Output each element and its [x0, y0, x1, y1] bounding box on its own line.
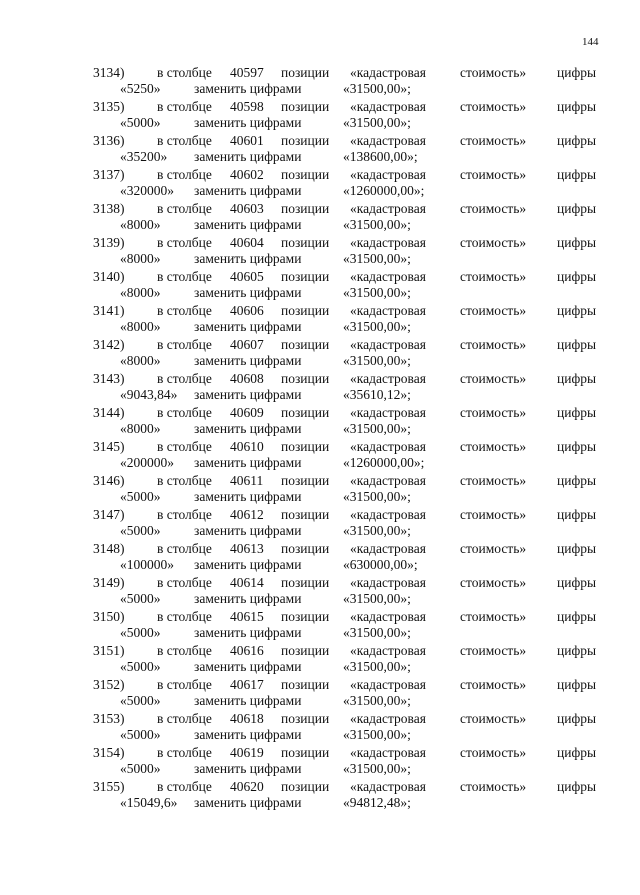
new-value: «31500,00»;: [343, 591, 411, 606]
entry-line-1: [0, 676, 640, 693]
new-value: «31500,00»;: [343, 217, 411, 232]
position-label: позиции: [281, 507, 330, 522]
amendment-entry: [0, 506, 640, 540]
cadastral-label: «кадастровая: [350, 303, 426, 318]
entry-line-1: [0, 64, 640, 81]
entry-number: 3140): [93, 269, 125, 284]
new-value: «31500,00»;: [343, 523, 411, 538]
in-column-label: в столбце: [157, 235, 212, 250]
new-value: «31500,00»;: [343, 421, 411, 436]
cost-label: стоимость»: [460, 779, 527, 794]
new-value: «31500,00»;: [343, 115, 411, 130]
in-column-label: в столбце: [157, 711, 212, 726]
in-column-label: в столбце: [157, 507, 212, 522]
cadastral-label: «кадастровая: [350, 99, 426, 114]
amendment-entry: [0, 302, 640, 336]
digits-label: цифры: [557, 371, 597, 386]
column-code: 40601: [230, 133, 264, 148]
amendment-entry: [0, 166, 640, 200]
cost-label: стоимость»: [460, 711, 527, 726]
entry-line-2: [0, 488, 640, 505]
cadastral-label: «кадастровая: [350, 167, 426, 182]
digits-label: цифры: [557, 541, 597, 556]
entry-line-1: [0, 302, 640, 319]
old-value: «5000»: [120, 659, 161, 674]
new-value: «31500,00»;: [343, 319, 411, 334]
in-column-label: в столбце: [157, 473, 212, 488]
digits-label: цифры: [557, 405, 597, 420]
column-code: 40617: [230, 677, 264, 692]
amendment-entry: [0, 132, 640, 166]
replace-label: заменить цифрами: [194, 489, 302, 504]
digits-label: цифры: [557, 303, 597, 318]
old-value: «320000»: [120, 183, 174, 198]
cost-label: стоимость»: [460, 303, 527, 318]
in-column-label: в столбце: [157, 303, 212, 318]
cadastral-label: «кадастровая: [350, 235, 426, 250]
cadastral-label: «кадастровая: [350, 133, 426, 148]
entry-number: 3145): [93, 439, 125, 454]
new-value: «31500,00»;: [343, 353, 411, 368]
cost-label: стоимость»: [460, 133, 527, 148]
old-value: «5000»: [120, 115, 161, 130]
in-column-label: в столбце: [157, 167, 212, 182]
in-column-label: в столбце: [157, 337, 212, 352]
entry-line-2: [0, 284, 640, 301]
amendment-entry: [0, 778, 640, 812]
entry-line-1: [0, 370, 640, 387]
new-value: «31500,00»;: [343, 761, 411, 776]
entry-number: 3155): [93, 779, 125, 794]
replace-label: заменить цифрами: [194, 353, 302, 368]
cadastral-label: «кадастровая: [350, 745, 426, 760]
entry-line-2: [0, 114, 640, 131]
entry-number: 3153): [93, 711, 125, 726]
cadastral-label: «кадастровая: [350, 507, 426, 522]
new-value: «31500,00»;: [343, 693, 411, 708]
position-label: позиции: [281, 235, 330, 250]
new-value: «31500,00»;: [343, 727, 411, 742]
old-value: «5000»: [120, 523, 161, 538]
old-value: «8000»: [120, 353, 161, 368]
old-value: «5000»: [120, 761, 161, 776]
entry-line-2: [0, 658, 640, 675]
digits-label: цифры: [557, 609, 597, 624]
entry-line-1: [0, 608, 640, 625]
amendment-entry: [0, 540, 640, 574]
column-code: 40619: [230, 745, 264, 760]
cost-label: стоимость»: [460, 167, 527, 182]
replace-label: заменить цифрами: [194, 319, 302, 334]
replace-label: заменить цифрами: [194, 183, 302, 198]
entry-number: 3144): [93, 405, 125, 420]
position-label: позиции: [281, 99, 330, 114]
position-label: позиции: [281, 269, 330, 284]
replace-label: заменить цифрами: [194, 659, 302, 674]
replace-label: заменить цифрами: [194, 81, 302, 96]
column-code: 40616: [230, 643, 264, 658]
digits-label: цифры: [557, 65, 597, 80]
digits-label: цифры: [557, 643, 597, 658]
new-value: «31500,00»;: [343, 81, 411, 96]
replace-label: заменить цифрами: [194, 727, 302, 742]
cadastral-label: «кадастровая: [350, 473, 426, 488]
entry-line-1: [0, 438, 640, 455]
entry-line-2: [0, 624, 640, 641]
entry-line-1: [0, 404, 640, 421]
column-code: 40603: [230, 201, 264, 216]
cost-label: стоимость»: [460, 99, 527, 114]
digits-label: цифры: [557, 677, 597, 692]
entry-number: 3147): [93, 507, 125, 522]
digits-label: цифры: [557, 269, 597, 284]
in-column-label: в столбце: [157, 575, 212, 590]
cost-label: стоимость»: [460, 473, 527, 488]
entry-line-2: [0, 386, 640, 403]
new-value: «138600,00»;: [343, 149, 418, 164]
new-value: «31500,00»;: [343, 251, 411, 266]
amendment-entry: [0, 744, 640, 778]
in-column-label: в столбце: [157, 269, 212, 284]
replace-label: заменить цифрами: [194, 387, 302, 402]
column-code: 40607: [230, 337, 264, 352]
cadastral-label: «кадастровая: [350, 779, 426, 794]
entry-line-2: [0, 420, 640, 437]
column-code: 40604: [230, 235, 264, 250]
cadastral-label: «кадастровая: [350, 643, 426, 658]
position-label: позиции: [281, 473, 330, 488]
old-value: «100000»: [120, 557, 174, 572]
replace-label: заменить цифрами: [194, 149, 302, 164]
amendment-entry: [0, 336, 640, 370]
column-code: 40602: [230, 167, 264, 182]
cost-label: стоимость»: [460, 269, 527, 284]
entry-number: 3148): [93, 541, 125, 556]
cost-label: стоимость»: [460, 745, 527, 760]
replace-label: заменить цифрами: [194, 455, 302, 470]
cadastral-label: «кадастровая: [350, 337, 426, 352]
in-column-label: в столбце: [157, 405, 212, 420]
entry-number: 3152): [93, 677, 125, 692]
entry-line-2: [0, 760, 640, 777]
replace-label: заменить цифрами: [194, 115, 302, 130]
amendment-entry: [0, 642, 640, 676]
entry-number: 3141): [93, 303, 125, 318]
column-code: 40598: [230, 99, 264, 114]
new-value: «31500,00»;: [343, 285, 411, 300]
cadastral-label: «кадастровая: [350, 439, 426, 454]
digits-label: цифры: [557, 99, 597, 114]
position-label: позиции: [281, 167, 330, 182]
in-column-label: в столбце: [157, 745, 212, 760]
digits-label: цифры: [557, 711, 597, 726]
amendment-entry: [0, 472, 640, 506]
old-value: «8000»: [120, 217, 161, 232]
cost-label: стоимость»: [460, 575, 527, 590]
entry-line-2: [0, 80, 640, 97]
entry-number: 3134): [93, 65, 125, 80]
position-label: позиции: [281, 405, 330, 420]
replace-label: заменить цифрами: [194, 591, 302, 606]
position-label: позиции: [281, 745, 330, 760]
new-value: «1260000,00»;: [343, 183, 425, 198]
replace-label: заменить цифрами: [194, 557, 302, 572]
entry-number: 3154): [93, 745, 125, 760]
cadastral-label: «кадастровая: [350, 405, 426, 420]
old-value: «5000»: [120, 693, 161, 708]
entry-line-1: [0, 778, 640, 795]
new-value: «31500,00»;: [343, 625, 411, 640]
replace-label: заменить цифрами: [194, 795, 302, 810]
digits-label: цифры: [557, 779, 597, 794]
column-code: 40613: [230, 541, 264, 556]
replace-label: заменить цифрами: [194, 217, 302, 232]
position-label: позиции: [281, 677, 330, 692]
in-column-label: в столбце: [157, 439, 212, 454]
old-value: «9043,84»: [120, 387, 178, 402]
cadastral-label: «кадастровая: [350, 609, 426, 624]
in-column-label: в столбце: [157, 541, 212, 556]
amendment-entry: [0, 64, 640, 98]
amendment-entry: [0, 438, 640, 472]
entry-number: 3138): [93, 201, 125, 216]
entry-line-1: [0, 540, 640, 557]
new-value: «31500,00»;: [343, 489, 411, 504]
amendment-entry: [0, 200, 640, 234]
digits-label: цифры: [557, 439, 597, 454]
entry-line-1: [0, 132, 640, 149]
position-label: позиции: [281, 779, 330, 794]
new-value: «94812,48»;: [343, 795, 411, 810]
in-column-label: в столбце: [157, 643, 212, 658]
old-value: «200000»: [120, 455, 174, 470]
old-value: «8000»: [120, 319, 161, 334]
cost-label: стоимость»: [460, 201, 527, 216]
old-value: «8000»: [120, 421, 161, 436]
entry-number: 3150): [93, 609, 125, 624]
amendment-entry: [0, 98, 640, 132]
digits-label: цифры: [557, 337, 597, 352]
replace-label: заменить цифрами: [194, 761, 302, 776]
amendment-entry: [0, 676, 640, 710]
entry-line-1: [0, 744, 640, 761]
cost-label: стоимость»: [460, 677, 527, 692]
position-label: позиции: [281, 711, 330, 726]
column-code: 40611: [230, 473, 264, 488]
column-code: 40605: [230, 269, 264, 284]
entry-line-1: [0, 506, 640, 523]
column-code: 40610: [230, 439, 264, 454]
entry-number: 3143): [93, 371, 125, 386]
cost-label: стоимость»: [460, 439, 527, 454]
in-column-label: в столбце: [157, 99, 212, 114]
column-code: 40620: [230, 779, 264, 794]
amendment-entry: [0, 370, 640, 404]
cost-label: стоимость»: [460, 541, 527, 556]
position-label: позиции: [281, 575, 330, 590]
entry-number: 3146): [93, 473, 125, 488]
entry-line-1: [0, 98, 640, 115]
digits-label: цифры: [557, 745, 597, 760]
entry-line-2: [0, 590, 640, 607]
replace-label: заменить цифрами: [194, 251, 302, 266]
entry-line-2: [0, 726, 640, 743]
old-value: «5000»: [120, 591, 161, 606]
cost-label: стоимость»: [460, 337, 527, 352]
entry-line-1: [0, 710, 640, 727]
digits-label: цифры: [557, 507, 597, 522]
new-value: «630000,00»;: [343, 557, 418, 572]
digits-label: цифры: [557, 133, 597, 148]
amendment-entry: [0, 574, 640, 608]
position-label: позиции: [281, 201, 330, 216]
replace-label: заменить цифрами: [194, 421, 302, 436]
cadastral-label: «кадастровая: [350, 541, 426, 556]
position-label: позиции: [281, 303, 330, 318]
entry-number: 3149): [93, 575, 125, 590]
digits-label: цифры: [557, 167, 597, 182]
entry-line-2: [0, 318, 640, 335]
in-column-label: в столбце: [157, 133, 212, 148]
column-code: 40606: [230, 303, 264, 318]
old-value: «15049,6»: [120, 795, 178, 810]
entry-line-2: [0, 182, 640, 199]
column-code: 40612: [230, 507, 264, 522]
replace-label: заменить цифрами: [194, 693, 302, 708]
cadastral-label: «кадастровая: [350, 65, 426, 80]
amendment-entry: [0, 268, 640, 302]
amendment-entry: [0, 710, 640, 744]
entry-number: 3139): [93, 235, 125, 250]
entry-line-1: [0, 234, 640, 251]
cadastral-label: «кадастровая: [350, 201, 426, 216]
amendment-list: [0, 64, 640, 812]
cadastral-label: «кадастровая: [350, 677, 426, 692]
entry-number: 3151): [93, 643, 125, 658]
entry-number: 3136): [93, 133, 125, 148]
column-code: 40618: [230, 711, 264, 726]
old-value: «5000»: [120, 727, 161, 742]
new-value: «35610,12»;: [343, 387, 411, 402]
column-code: 40615: [230, 609, 264, 624]
entry-line-2: [0, 556, 640, 573]
old-value: «35200»: [120, 149, 168, 164]
in-column-label: в столбце: [157, 371, 212, 386]
old-value: «5000»: [120, 625, 161, 640]
column-code: 40609: [230, 405, 264, 420]
amendment-entry: [0, 234, 640, 268]
position-label: позиции: [281, 65, 330, 80]
entry-line-2: [0, 216, 640, 233]
entry-line-2: [0, 454, 640, 471]
position-label: позиции: [281, 541, 330, 556]
position-label: позиции: [281, 439, 330, 454]
digits-label: цифры: [557, 201, 597, 216]
column-code: 40608: [230, 371, 264, 386]
new-value: «1260000,00»;: [343, 455, 425, 470]
in-column-label: в столбце: [157, 65, 212, 80]
entry-line-2: [0, 352, 640, 369]
cadastral-label: «кадастровая: [350, 269, 426, 284]
entry-line-2: [0, 148, 640, 165]
in-column-label: в столбце: [157, 609, 212, 624]
entry-line-1: [0, 200, 640, 217]
position-label: позиции: [281, 371, 330, 386]
entry-line-1: [0, 472, 640, 489]
entry-line-2: [0, 250, 640, 267]
amendment-entry: [0, 608, 640, 642]
cost-label: стоимость»: [460, 235, 527, 250]
cost-label: стоимость»: [460, 405, 527, 420]
amendment-entry: [0, 404, 640, 438]
cost-label: стоимость»: [460, 507, 527, 522]
in-column-label: в столбце: [157, 677, 212, 692]
cost-label: стоимость»: [460, 609, 527, 624]
entry-line-2: [0, 692, 640, 709]
cadastral-label: «кадастровая: [350, 711, 426, 726]
replace-label: заменить цифрами: [194, 285, 302, 300]
entry-line-2: [0, 522, 640, 539]
position-label: позиции: [281, 609, 330, 624]
digits-label: цифры: [557, 235, 597, 250]
entry-number: 3137): [93, 167, 125, 182]
cost-label: стоимость»: [460, 643, 527, 658]
replace-label: заменить цифрами: [194, 523, 302, 538]
entry-line-1: [0, 336, 640, 353]
position-label: позиции: [281, 337, 330, 352]
entry-line-1: [0, 574, 640, 591]
entry-number: 3142): [93, 337, 125, 352]
column-code: 40614: [230, 575, 264, 590]
in-column-label: в столбце: [157, 201, 212, 216]
position-label: позиции: [281, 133, 330, 148]
digits-label: цифры: [557, 575, 597, 590]
new-value: «31500,00»;: [343, 659, 411, 674]
entry-number: 3135): [93, 99, 125, 114]
digits-label: цифры: [557, 473, 597, 488]
in-column-label: в столбце: [157, 779, 212, 794]
position-label: позиции: [281, 643, 330, 658]
page-number: 144: [582, 36, 599, 48]
cost-label: стоимость»: [460, 371, 527, 386]
entry-line-2: [0, 794, 640, 811]
old-value: «8000»: [120, 285, 161, 300]
cost-label: стоимость»: [460, 65, 527, 80]
cadastral-label: «кадастровая: [350, 371, 426, 386]
column-code: 40597: [230, 65, 264, 80]
old-value: «5000»: [120, 489, 161, 504]
entry-line-1: [0, 642, 640, 659]
replace-label: заменить цифрами: [194, 625, 302, 640]
cadastral-label: «кадастровая: [350, 575, 426, 590]
entry-line-1: [0, 166, 640, 183]
entry-line-1: [0, 268, 640, 285]
old-value: «5250»: [120, 81, 161, 96]
old-value: «8000»: [120, 251, 161, 266]
